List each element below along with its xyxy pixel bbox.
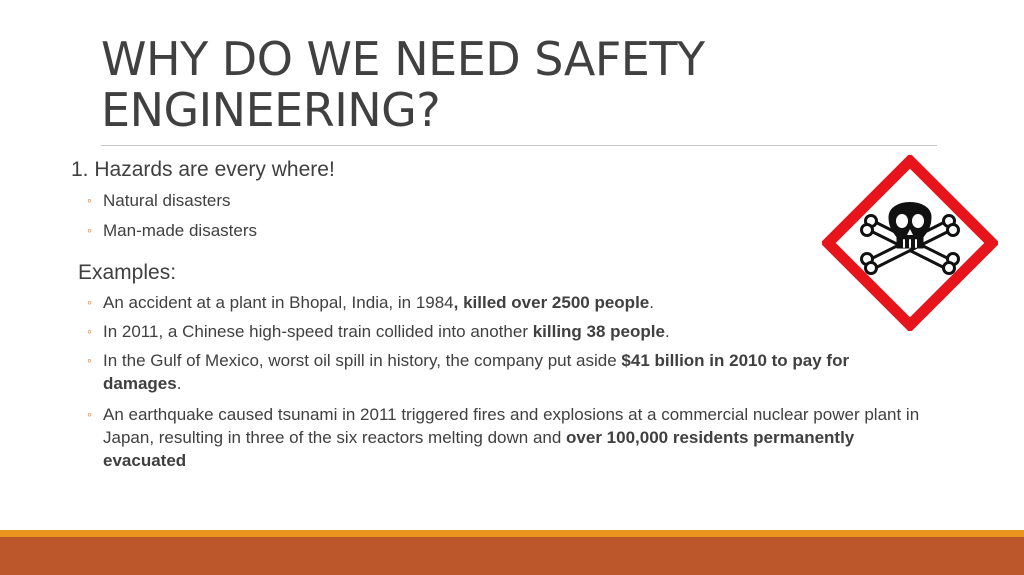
- slide-title: [101, 34, 861, 136]
- bullet-icon: ◦: [87, 406, 92, 422]
- example-text-end: .: [176, 374, 182, 393]
- bullet-icon: ◦: [87, 323, 92, 339]
- example-text: An earthquake caused tsunami in 2011 triggered fires and explosions at a commercial nuclear power plant in Japan, resulting in three of the six reactors melting down and: [103, 405, 920, 447]
- bullet-icon: ◦: [87, 192, 92, 208]
- example-tsunami: [87, 403, 932, 472]
- list-item-text: Man-made disasters: [103, 221, 258, 240]
- list-item-man-made: [87, 219, 932, 242]
- title-divider: [101, 145, 937, 146]
- example-highlight: , killed over 2500 people: [453, 293, 650, 312]
- toxic-skull-crossbones-icon: [822, 155, 998, 331]
- example-train: [87, 320, 932, 343]
- example-text: An accident at a plant in Bhopal, India, in 1984: [103, 293, 454, 312]
- footer-accent-bar: [0, 530, 1024, 537]
- example-text-end: .: [649, 293, 654, 312]
- title-line-1: WHY DO WE NEED SAFETY: [101, 32, 705, 86]
- list-item-natural: [87, 189, 932, 212]
- example-oil-spill: [87, 349, 932, 395]
- example-highlight: $41 billion in 2010 to pay for damages: [103, 351, 850, 393]
- example-text: In 2011, a Chinese high-speed train collided into another: [103, 322, 533, 341]
- bullet-icon: ◦: [87, 352, 92, 368]
- examples-heading: Examples:: [78, 261, 177, 284]
- example-bhopal: [87, 291, 932, 314]
- example-text: In the Gulf of Mexico, worst oil spill in history, the company put aside: [103, 351, 622, 370]
- title-line-2: ENGINEERING?: [101, 83, 441, 137]
- point-hazards: 1. Hazards are every where!: [71, 158, 335, 181]
- footer-bar: [0, 537, 1024, 575]
- example-highlight: killing 38 people: [532, 322, 665, 341]
- example-highlight: over 100,000 residents permanently evacuated: [103, 428, 855, 470]
- bullet-icon: ◦: [87, 294, 92, 310]
- bullet-icon: ◦: [87, 222, 92, 238]
- example-text-end: .: [664, 322, 670, 341]
- list-item-text: Natural disasters: [103, 191, 231, 210]
